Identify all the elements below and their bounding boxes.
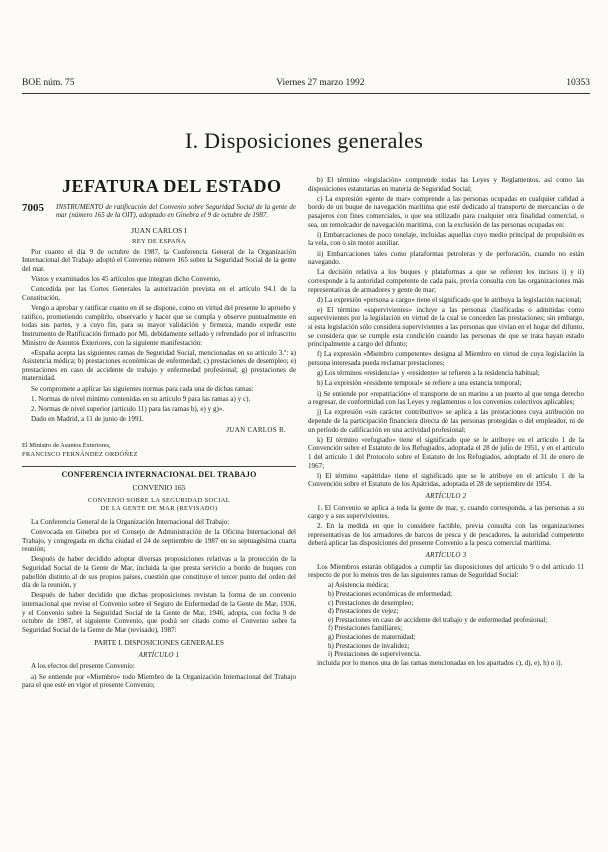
agency-heading: JEFATURA DEL ESTADO bbox=[62, 176, 282, 196]
list-item: i) Prestaciones de supervivencia. bbox=[328, 650, 421, 659]
paragraph: f) La expresión «Miembro competente» designa al Miembro en virtud de cuya legislación la persona interesada pueda reclamar prestaciones; bbox=[308, 350, 584, 368]
header-page-number: 10353 bbox=[566, 78, 590, 88]
paragraph: l) El término «apátrida» tiene el significado que se le atribuye en el artículo 1 de la Convención sobre el Estatuto de los Apátridas, adoptada el 28 de septiembre de 1954. bbox=[308, 471, 584, 489]
article-3-intro: Los Miembros estarán obligados a cumplir las disposiciones del artículo 9 o del artículo 11 respecto de por lo menos tres de las siguientes ramas de Seguridad Social: bbox=[308, 562, 584, 580]
paragraph: Dado en Madrid, a 11 de junio de 1991. bbox=[31, 415, 144, 424]
convention-paragraphs bbox=[22, 518, 296, 635]
paragraph: j) La expresión «sin carácter contributivo» se aplica a las prestaciones cuya atribución no depende de la participación financiera directa de las personas protegidas o del empleador, ni de un período de calificación en una actividad profesional; bbox=[308, 408, 584, 434]
article-1-continued bbox=[308, 176, 584, 489]
king-subtitle: REY DE ESPAÑA bbox=[132, 237, 186, 245]
paragraph: b) El término «legislación» comprende todas las Leyes y Reglamentos, así como las disposiciones estatutarias en materia de Seguridad Social; bbox=[308, 176, 584, 193]
list-item: e) Prestaciones en caso de accidente del trabajo y de enfermedad profesional; bbox=[328, 615, 548, 624]
minister-title: El Ministro de Asuntos Exteriores, bbox=[22, 442, 111, 450]
paragraph: Después de haber decidido adoptar diversas proposiciones relativas a la protección de la Seguridad Social de la Gente de Mar, incluida la que presta servicio a bordo de buques con pabellón distinto al de sus propios países, cuestión que constituye el tercer punto del orden del día de la reunión, y bbox=[22, 555, 296, 590]
paragraph: Vistos y examinados los 45 artículos que integran dicho Convenio, bbox=[31, 275, 221, 284]
article-2-paragraphs bbox=[308, 504, 584, 549]
part-heading: PARTE I. DISPOSICIONES GENERALES bbox=[94, 638, 224, 648]
article-2-heading: ARTÍCULO 2 bbox=[425, 491, 467, 500]
divider-rule bbox=[22, 466, 296, 467]
paragraph: «España acepta las siguientes ramas de Seguridad Social, mencionadas en su artículo 3.º: a) Asistencia médica; b) prestaciones económicas de enfermedad; c) prestaciones de desempleo; e) prestaciones en caso de accidente de trabajo y enfermedad profesional; g) prestaciones de maternidad. bbox=[22, 348, 296, 383]
intro-paragraphs bbox=[22, 248, 296, 424]
paragraph: i) Embarcaciones de poco tonelaje, incluidas aquellas cuyo medio principal de propulsión es la vela, con o sin motor auxiliar. bbox=[308, 230, 584, 248]
right-column bbox=[308, 176, 584, 796]
list-item: f) Prestaciones familiares; bbox=[328, 624, 403, 633]
article-3-closing: incluida por lo menos una de las ramas mencionadas en los apartados c), d), e), h) o i). bbox=[317, 658, 563, 667]
paragraph: A los efectos del presente Convenio: bbox=[31, 662, 135, 671]
article-1-heading: ARTÍCULO 1 bbox=[138, 650, 180, 659]
paragraph: ii) Embarcaciones tales como plataformas petroleras y de perforación, cuando no están navegando. bbox=[308, 249, 584, 267]
header-journal: BOE núm. 75 bbox=[22, 78, 75, 88]
entry-number: 7005 bbox=[22, 201, 44, 214]
paragraph: Convocada en Ginebra por el Consejo de Administración de la Oficina Internacional del Trabajo, y congregada en dicha ciudad el 24 de septiembre de 1987 en su septuagésima cuarta reunión; bbox=[22, 527, 296, 554]
paragraph: e) El término «supervivientes» incluye a las personas clasificadas o admitidas como supervivientes por la legislación en virtud de la cual se conceden las prestaciones; sin embargo, si esta legislación sólo considera supervivientes a las personas que vivían en el hogar del difunto, se considera que se cumple esta condición cuando las personas de que se trata hayan estado principalmente a cargo del difunto; bbox=[308, 305, 584, 349]
article-1-paragraphs bbox=[22, 662, 296, 689]
left-column bbox=[22, 176, 296, 796]
paragraph: c) La expresión «gente de mar» comprende a las personas ocupadas en cualquier calidad a bordo de un buque de navegación marítima que esté dedicado al transporte de mercancías o de pasajeros con fines comerciales, o que sea utilizado para cualquier otra finalidad comercial, o sea, un remolcador de navegación marítima, con la exclusión de las personas ocupadas en: bbox=[308, 194, 584, 229]
paragraph: Concedida por las Cortes Generales la autorización prevista en el artículo 94.1 de la Constitución, bbox=[22, 285, 296, 302]
list-item: c) Prestaciones de desempleo; bbox=[328, 598, 414, 607]
paragraph: Después de haber decidido que dichas proposiciones revistan la forma de un convenio internacional que revise el Convenio sobre el Seguro de Enfermedad de la Gente de Mar, 1936, y el Convenio sobre la Seguridad Social de la Gente de Mar, 1946, adopta, con fecha 9 de octubre de 1987, el siguiente Convenio, que podrá ser citado como el Convenio sobre la Seguridad Social de la Gente de Mar (revisado), 1987: bbox=[22, 591, 296, 634]
list-item: b) Prestaciones económicas de enfermedad; bbox=[328, 590, 453, 599]
paragraph: Por cuanto el día 9 de octubre de 1987, la Conferencia General de la Organización Internacional del Trabajo adoptó el Convenio número 165 sobre la Seguridad Social de la gente del mar. bbox=[22, 247, 296, 273]
paragraph: La Conferencia General de la Organización Internacional del Trabajo: bbox=[31, 517, 230, 526]
paragraph: Vengo a aprobar y ratificar cuanto en él se dispone, como en virtud del presente lo apruebo y ratifico, prometiendo cumplirlo, observarlo y hacer que se cumpla y observe puntualmente en todas sus partes, y a cuyo fin, para su mayor validación y firmeza, mando expedir este Instrumento de Ratificación firmado por Mí, debidamente sellado y refrendado por el infrascrito Ministro de Asuntos Exteriores, con la siguiente manifestación: bbox=[22, 304, 296, 347]
list-item: d) Prestaciones de vejez; bbox=[328, 607, 399, 616]
section-title: I. Disposiciones generales bbox=[184, 128, 424, 153]
page-header bbox=[22, 78, 590, 92]
paragraph: Se compromete a aplicar las siguientes normas para cada una de dichas ramas: bbox=[31, 384, 254, 393]
list-item: g) Prestaciones de maternidad; bbox=[328, 633, 416, 641]
convention-subtitle-line-1: CONVENIO SOBRE LA SEGURIDAD SOCIAL bbox=[87, 496, 231, 504]
convention-subtitle bbox=[22, 497, 296, 513]
king-signature: JUAN CARLOS R. bbox=[226, 425, 286, 434]
minister-name: FRANCISCO FERNÁNDEZ ORDÓÑEZ bbox=[22, 451, 138, 458]
conference-title: CONFERENCIA INTERNACIONAL DEL TRABAJO bbox=[61, 469, 257, 479]
paragraph: h) La expresión «residente temporal» se refiere a una estancia temporal; bbox=[317, 379, 522, 388]
paragraph: 2. En la medida en que lo considere factible, previa consulta con las organizaciones representativas de los armadores de barcos de pesca y de pescadores, la autoridad competente deberá aplicar las disposiciones del presente Convenio a la pesca comercial marítima. bbox=[308, 522, 584, 548]
paragraph: g) Los términos «residencia» y «residente» se refieren a la residencia habitual; bbox=[317, 369, 540, 378]
list-item: h) Prestaciones de invalidez; bbox=[328, 641, 410, 650]
paragraph: a) Se entiende por «Miembro» todo Miembro de la Organización Internacional del Trabajo para el que esté en vigor el presente Convenio; bbox=[22, 672, 296, 690]
convention-subtitle-line-2: DE LA GENTE DE MAR (REVISADO) bbox=[100, 504, 218, 512]
paragraph: 2. Normas de nivel superior (artículo 11) para las ramas b), e) y g)». bbox=[31, 405, 225, 414]
article-3-heading: ARTÍCULO 3 bbox=[425, 551, 467, 560]
paragraph: d) La expresión «persona a cargo» tiene el significado que le atribuya la legislación nacional; bbox=[317, 295, 582, 304]
header-date: Viernes 27 marzo 1992 bbox=[276, 78, 365, 88]
paragraph: i) Se entiende por «repatriación» el transporte de un marino a un puerto al que tenga derecho a regresar, de conformidad con las Leyes y reglamentos o los convenios colectivos aplicables; bbox=[308, 389, 584, 407]
header-rule bbox=[22, 93, 590, 94]
paragraph: 1. Normas de nivel mínimo contenidas en su artículo 9 para las ramas a) y c). bbox=[31, 394, 251, 403]
entry-title: INSTRUMENTO de ratificación del Convenio sobre Seguridad Social de la gente de mar (número 165 de la OIT), adoptado en Ginebra el 9 de octubre de 1987. bbox=[56, 202, 296, 219]
list-item: a) Asistencia médica; bbox=[328, 581, 389, 590]
paragraph: La decisión relativa a los buques y plataformas a que se refieren los incisos i) y ii) corresponde a la autoridad competente de cada país, previa consulta con las organizaciones más representativas de armadores y gente de mar; bbox=[308, 268, 584, 294]
entry-header bbox=[22, 203, 296, 220]
paragraph: k) El término «refugiado» tiene el significado que se le atribuye en el artículo 1 de la Convención sobre el Estatuto de los Refugiados, adoptada el 28 de julio de 1951, y en el artículo 1 del artículo 1 del Protocolo sobre el Estatuto de los Refugiados, adoptado el 31 de enero de 1967; bbox=[308, 435, 584, 470]
king-title: JUAN CARLOS I bbox=[131, 226, 187, 236]
paragraph: 1. El Convenio se aplica a toda la gente de mar, y, cuando corresponda, a las personas a su cargo y a sus supervivientes. bbox=[308, 503, 584, 521]
article-3-items bbox=[308, 581, 584, 658]
convention-number: CONVENIO 165 bbox=[132, 483, 186, 493]
